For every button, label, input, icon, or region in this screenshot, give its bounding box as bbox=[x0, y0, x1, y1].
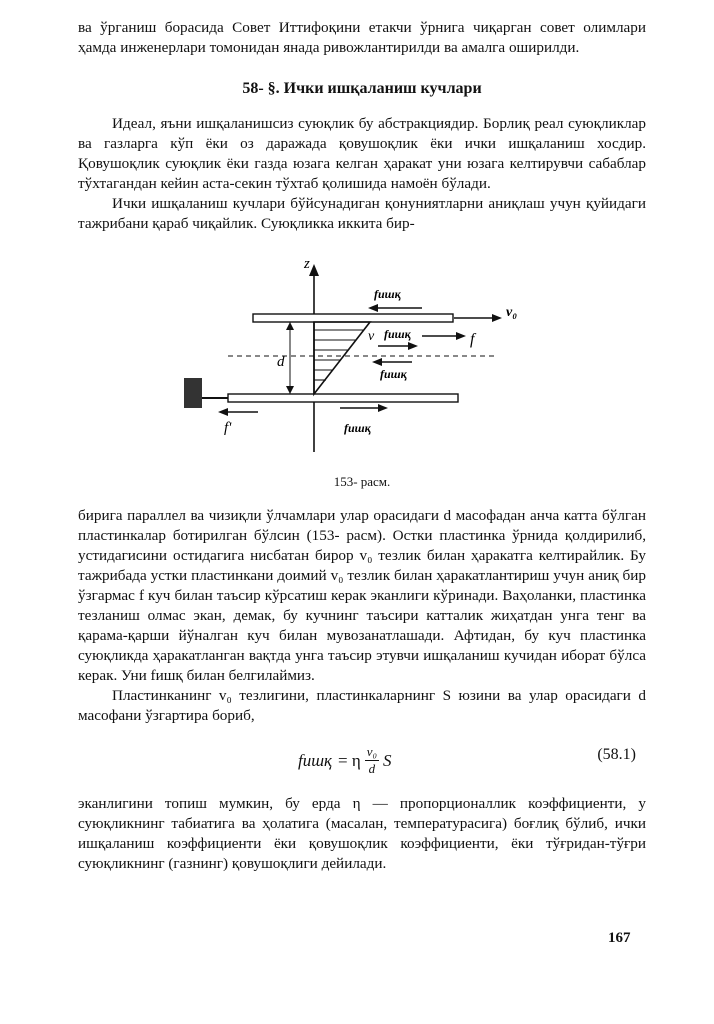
formula-lhs: fишқ bbox=[298, 750, 333, 770]
formula-58-1 bbox=[78, 734, 646, 790]
paragraph-experiment-intro: Ички ишқаланиш кучлари бўйсунадиган қонуниятларни аниқлаш учун қуйидаги тажрибани қараб чиқайлик. Суюқликка иккита бир- bbox=[78, 195, 646, 232]
figure-153 bbox=[78, 252, 646, 470]
intro-paragraph: ва ўрганиш борасида Совет Иттифоқини етакчи ўрнига чиқарган совет олимлари ҳамда инженерлари томонидан янада ривожлантирилди ва амалга оширилди. bbox=[78, 19, 646, 56]
figure-caption: 153- расм. bbox=[333, 474, 391, 489]
formula-denominator: d bbox=[368, 761, 376, 776]
label-f-prime: f' bbox=[224, 420, 232, 436]
label-z: z bbox=[304, 256, 310, 272]
formula-numerator: v₀ bbox=[366, 744, 378, 759]
label-f-right: f bbox=[470, 331, 475, 348]
label-f-lower: fишқ bbox=[380, 367, 407, 381]
fixed-wall bbox=[184, 378, 202, 408]
page-body bbox=[78, 18, 646, 874]
formula-rhs: S bbox=[383, 750, 392, 770]
label-f-top: fишқ bbox=[374, 287, 401, 301]
velocity-arrows bbox=[314, 330, 364, 380]
label-v0: v₀ bbox=[506, 305, 518, 320]
velocity-profile bbox=[314, 322, 370, 394]
formula-fraction bbox=[365, 744, 379, 777]
formula-expression bbox=[298, 744, 392, 777]
viscosity-diagram bbox=[78, 252, 646, 470]
label-d: d bbox=[277, 354, 285, 370]
formula-eq: = η bbox=[338, 750, 361, 770]
paragraph-plates: бирига параллел ва чизиқли ўлчамлари улар орасидаги d масофадан анча катта бўлган пластинкалар ботирилган бўлсин (153- расм). Остки пластинка ўрнида қолдирилиб, устидагисини остидагига нисбатан бирор v₀ тезлик билан ҳаракатга келтирайлик. Бу тажрибада устки пластинкани доимий v₀ тезлик билан ҳаракатлантириш учун аниқ бир ўзгармас f куч билан таъсир кўрсатиш керак эканлиги кўринади. Ваҳоланки, пластинка тезланиш олмас экан, демак, бу кучнинг таъсири катталик жиҳатдан унга тенг ва қарама-қарши йўналган куч билан мувозанатлашади. Афтидан, бу куч пластинка суюқликда ҳаракатланган вақтда унга таъсир этувчи ишқаланиш кучидан иборат бўлса керак. Уни fишқ билан белгилаймиз. bbox=[78, 507, 646, 684]
z-axis-arrowhead bbox=[309, 264, 319, 276]
label-v: v bbox=[368, 329, 375, 344]
equation-number: (58.1) bbox=[597, 746, 636, 763]
bottom-plate bbox=[228, 394, 458, 402]
label-f-mid: fишқ bbox=[384, 327, 411, 341]
section-title: 58- §. Ички ишқаланиш кучлари bbox=[242, 80, 482, 97]
page-number: 167 bbox=[608, 930, 631, 946]
top-plate bbox=[253, 314, 453, 322]
paragraph-ideal-fluid: Идеал, яъни ишқаланишсиз суюқлик бу абстракциядир. Борлиқ реал суюқликлар ва газларга кўп ёки оз даражада қовушоқлик ёки ички ишқаланиш хосдир. Қовушоқлик суюқлик ёки газда юзага келган ҳаракат уни юзага келтирувчи сабаблар тўхтагандан кейин аста-секин тўхтаб қолишида намоён бўлади. bbox=[78, 115, 646, 192]
paragraph-viscosity-coefficient: эканлигини топиш мумкин, бу ерда η — пропорционаллик коэффициенти, у суюқликнинг табиатига ва ҳолатига (масалан, температурасига) боғлиқ бўлиб, ички ишқаланиш коэффициенти ёки қовушоқлик коэффициенти, ёки тўғридан-тўғри суюқликнинг (газнинг) қовушоқлиги дейилади. bbox=[78, 795, 646, 872]
paragraph-varying: Пластинканинг v₀ тезлигини, пластинкаларнинг S юзини ва улар орасидаги d масофани ўзгартира бориб, bbox=[78, 687, 646, 724]
label-f-bottom: fишқ bbox=[344, 421, 371, 435]
